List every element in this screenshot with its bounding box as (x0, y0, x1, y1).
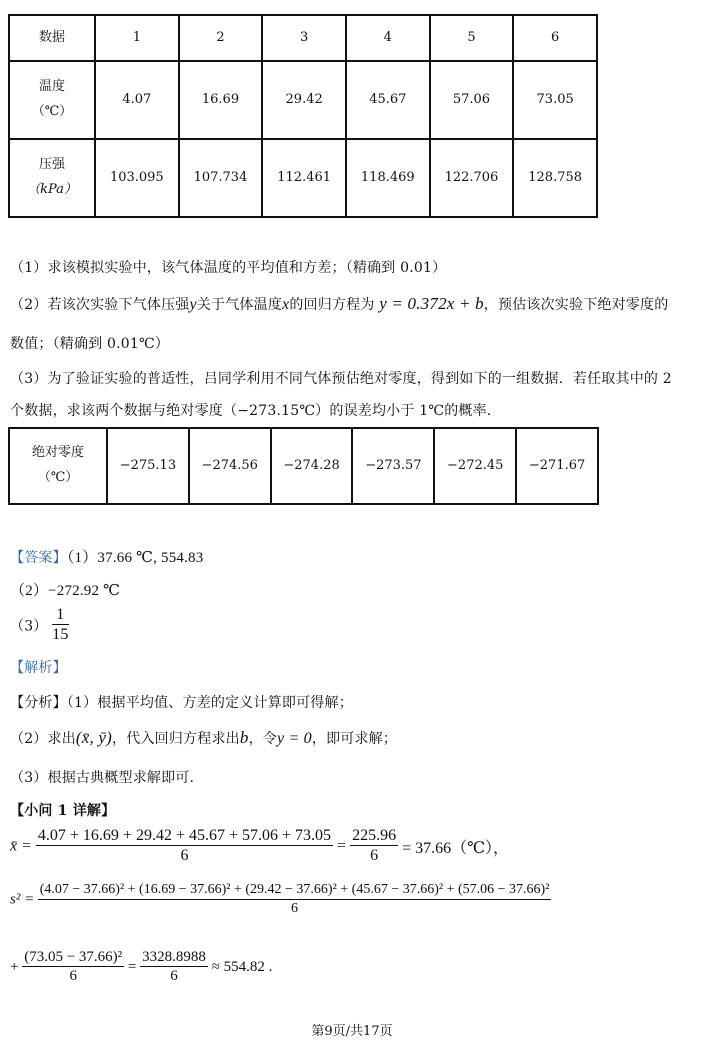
question-3-line-1: （3）为了验证实验的普适性，吕同学利用不同气体预估绝对零度，得到如下的一组数据．若任取其中的 2 (10, 371, 672, 387)
absolute-zero-cell: −275.13 (107, 428, 189, 504)
pressure-cell: 112.461 (262, 139, 346, 217)
question-1: （1）求该模拟实验中，该气体温度的平均值和方差；（精确到 0.01） (10, 260, 447, 276)
pressure-cell: 103.095 (95, 139, 179, 217)
mean-symbol: x̄ = (10, 837, 32, 855)
analysis-step-2 (10, 728, 397, 748)
header-cell: 1 (95, 15, 179, 61)
table-header-row (9, 15, 597, 61)
mean-denominator-2: 6 (370, 847, 379, 865)
absolute-zero-cell: −273.57 (352, 428, 434, 504)
header-cell: 6 (513, 15, 597, 61)
answer-3-fraction (52, 605, 68, 646)
data-table (8, 14, 598, 218)
temperature-cell: 73.05 (513, 61, 597, 139)
header-cell: 3 (262, 15, 346, 61)
temperature-cell: 4.07 (95, 61, 179, 139)
variance-fraction-2 (22, 948, 124, 987)
absolute-zero-table (8, 427, 599, 505)
analysis-outline: 【分析】（1）根据平均值、方差的定义计算即可得解； (10, 695, 353, 711)
mean-numerator: 4.07 + 16.69 + 29.42 + 45.67 + 57.06 + 73.05 (36, 826, 333, 846)
question-2-line-2: 数值；（精确到 0.01℃） (10, 336, 170, 352)
temperature-label-text: 温度 (38, 79, 65, 95)
question-3-line-2: 个数据，求该两个数据与绝对零度（−273.15℃）的误差均小于 1℃的概率. (10, 403, 492, 419)
step2-text-b: ，代入回归方程求出 (112, 731, 240, 747)
mean-result: = 37.66（℃）， (402, 840, 509, 857)
temperature-row (9, 61, 597, 139)
answer-3-denominator: 15 (52, 626, 69, 644)
mean-numerator-2: 225.96 (350, 826, 398, 846)
step2-text-a: （2）求出 (10, 731, 76, 747)
variance-denominator-3: 6 (170, 968, 178, 984)
variance-numerator-2: (73.05 − 37.66)² (24, 949, 123, 965)
pressure-row (9, 139, 597, 217)
answer-1 (10, 546, 203, 567)
q2-text-c: 的回归方程为 (289, 297, 375, 313)
step2-text-d: ，即可求解； (311, 731, 398, 747)
variance-symbol: s² = (10, 891, 35, 908)
q2-var-x: x (282, 296, 290, 313)
variance-plus: + (10, 958, 19, 975)
temperature-cell: 45.67 (346, 61, 430, 139)
header-cell: 数据 (9, 15, 95, 61)
mean-denominator: 6 (180, 847, 189, 865)
page-footer: 第9页/共17页 (311, 1024, 393, 1039)
variance-denominator: 6 (291, 900, 299, 916)
q2-text-b: 关于气体温度 (196, 297, 283, 313)
temperature-unit: （℃） (31, 104, 73, 119)
q2-text-d: ，预估该次实验下绝对零度的 (483, 297, 669, 313)
analysis-step-3: （3）根据古典概型求解即可. (10, 770, 195, 786)
absolute-zero-label (9, 428, 107, 504)
step2-mean-point: (x̄, ȳ) (75, 728, 113, 747)
step2-b-hat: b (239, 728, 249, 747)
answer-3 (10, 605, 69, 646)
pressure-label-text: 压强 (38, 157, 65, 173)
pressure-cell: 118.469 (346, 139, 430, 217)
mean-fraction-2 (350, 826, 398, 867)
absolute-zero-unit: （℃） (37, 470, 79, 485)
mean-fraction (36, 826, 333, 867)
absolute-zero-cell: −272.45 (434, 428, 516, 504)
absolute-zero-cell: −271.67 (516, 428, 598, 504)
pressure-cell: 122.706 (430, 139, 514, 217)
q2-regression-equation (379, 294, 484, 313)
subquestion-1-heading: 【小问 1 详解】 (10, 803, 116, 819)
header-cell: 2 (179, 15, 263, 61)
temperature-label (9, 61, 95, 139)
variance-equation-cont: + $\frac{\text{(73.05 − 37.66)²}}{6}$ = $\frac{3328.8988}{6}$ ≈ 554.82 . (10, 948, 272, 987)
answer-3-numerator: 1 (52, 605, 68, 625)
q2-equation-text: y = 0.372x + b (379, 294, 484, 313)
temperature-cell: 16.69 (179, 61, 263, 139)
absolute-zero-row (9, 428, 598, 504)
question-2 (10, 294, 668, 314)
absolute-zero-cell: −274.56 (189, 428, 271, 504)
variance-result: ≈ 554.82 . (211, 958, 273, 975)
variance-denominator-2: 6 (69, 968, 77, 984)
temperature-cell: 29.42 (262, 61, 346, 139)
step2-y-zero: y = 0 (276, 730, 312, 747)
answer-tag: 【答案】 (10, 550, 67, 566)
step2-text-c: ，令 (248, 731, 277, 747)
pressure-cell: 128.758 (513, 139, 597, 217)
pressure-cell: 107.734 (179, 139, 263, 217)
answer-3-prefix: （3） (10, 618, 48, 635)
analysis-tag: 【解析】 (10, 660, 67, 676)
q2-text-a: （2）若该次实验下气体压强 (10, 297, 190, 313)
variance-numerator-3: 3328.8988 (142, 949, 206, 965)
answer-1-text: （1）37.66 ℃, 554.83 (66, 550, 204, 566)
header-cell: 5 (430, 15, 514, 61)
absolute-zero-cell: −274.28 (271, 428, 353, 504)
q2-var-y: y (189, 296, 197, 313)
variance-fraction-3 (140, 948, 208, 987)
variance-fraction (38, 882, 552, 918)
pressure-label (9, 139, 95, 217)
temperature-cell: 57.06 (430, 61, 514, 139)
answer-2: （2）−272.92 ℃ (10, 583, 121, 599)
variance-equation (10, 882, 551, 918)
header-cell: 4 (346, 15, 430, 61)
absolute-zero-label-text: 绝对零度 (31, 445, 84, 461)
pressure-unit: （kPa） (27, 182, 77, 197)
mean-equation: x̄ = $\frac{4.07 + 16.69 + 29.42 + 45.67 + 57.06 + 73.05}{6}$ = $\frac{225.96}{6}$ = 37.66（℃）， (10, 826, 509, 867)
variance-numerator: (4.07 − 37.66)² + (16.69 − 37.66)² + (29.42 − 37.66)² + (45.67 − 37.66)² + (57.06 − 37.66)² (38, 882, 552, 900)
